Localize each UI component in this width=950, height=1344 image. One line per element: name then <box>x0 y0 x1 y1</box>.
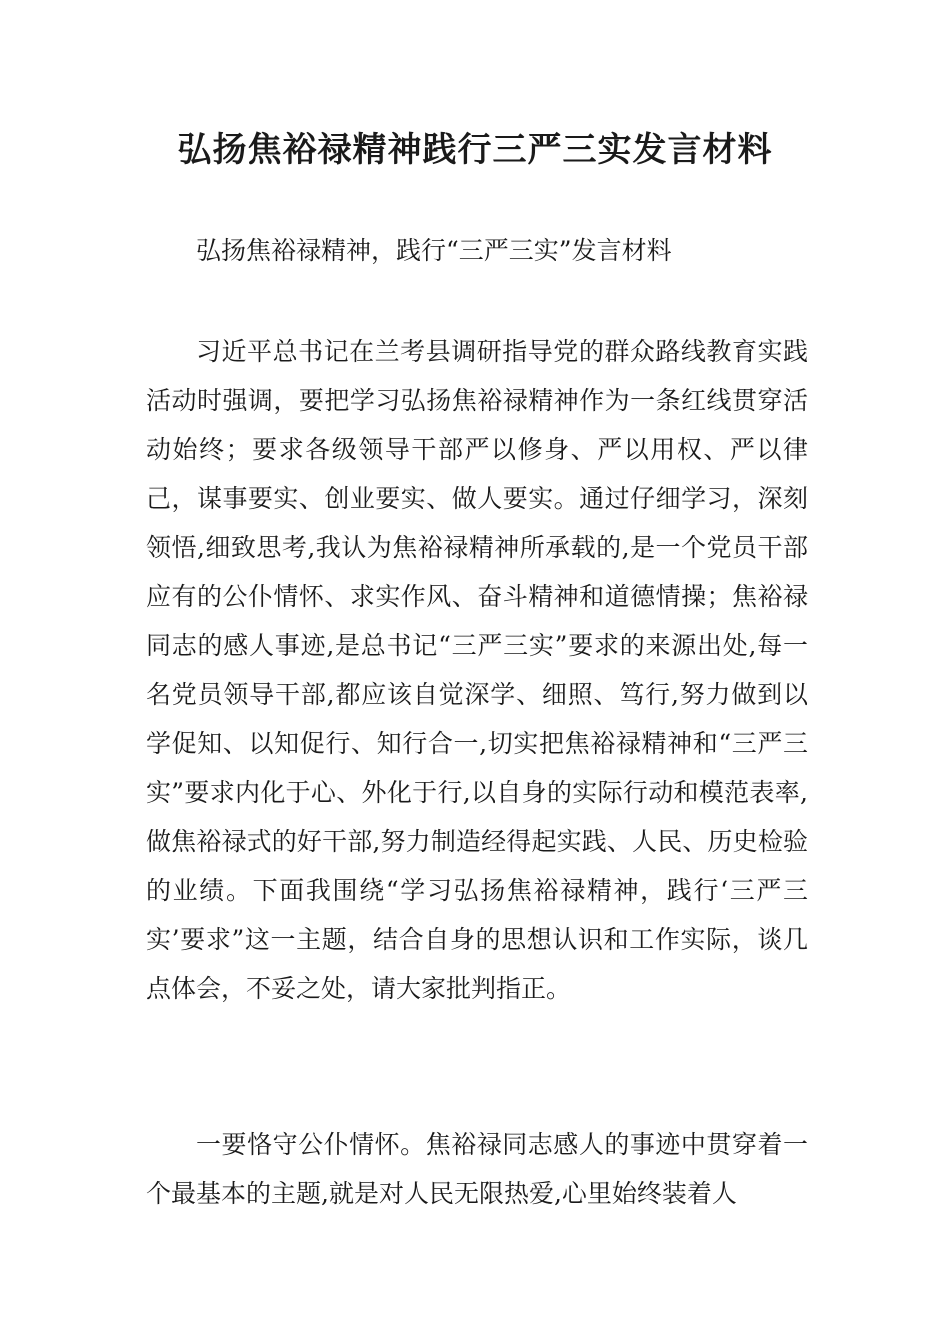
document-title: 弘扬焦裕禄精神践行三严三实发言材料 <box>177 130 773 170</box>
document-subtitle: 弘扬焦裕禄精神，践行“三严三实”发言材料 <box>196 236 672 265</box>
paragraph-intro: 习近平总书记在兰考县调研指导党的群众路线教育实践活动时强调，要把学习弘扬焦裕禄精神作为一条红线贯穿活动始终；要求各级领导干部严以修身、严以用权、严以律己，谋事要实、创业要实、做人要实。通过仔细学习，深刻领悟,细致思考,我认为焦裕禄精神所承载的,是一个党员干部应有的公仆情怀、求实作风、奋斗精神和道德情操；焦裕禄同志的感人事迹,是总书记“三严三实”要求的来源出处,每一名党员领导干部,都应该自觉深学、细照、笃行,努力做到以学促知、以知促行、知行合一,切实把焦裕禄精神和“三严三实”要求内化于心、外化于行,以自身的实际行动和模范表率,做焦裕禄式的好干部,努力制造经得起实践、人民、历史检验的业绩。下面我围绕“学习弘扬焦裕禄精神，践行‘三严三实’要求”这一主题，结合自身的思想认识和工作实际，谈几点体会，不妥之处，请大家批判指正。 <box>146 337 808 1003</box>
paragraph-point-one: 一要恪守公仆情怀。焦裕禄同志感人的事迹中贯穿着一个最基本的主题,就是对人民无限热爱,心里始终装着人 <box>146 1130 808 1208</box>
